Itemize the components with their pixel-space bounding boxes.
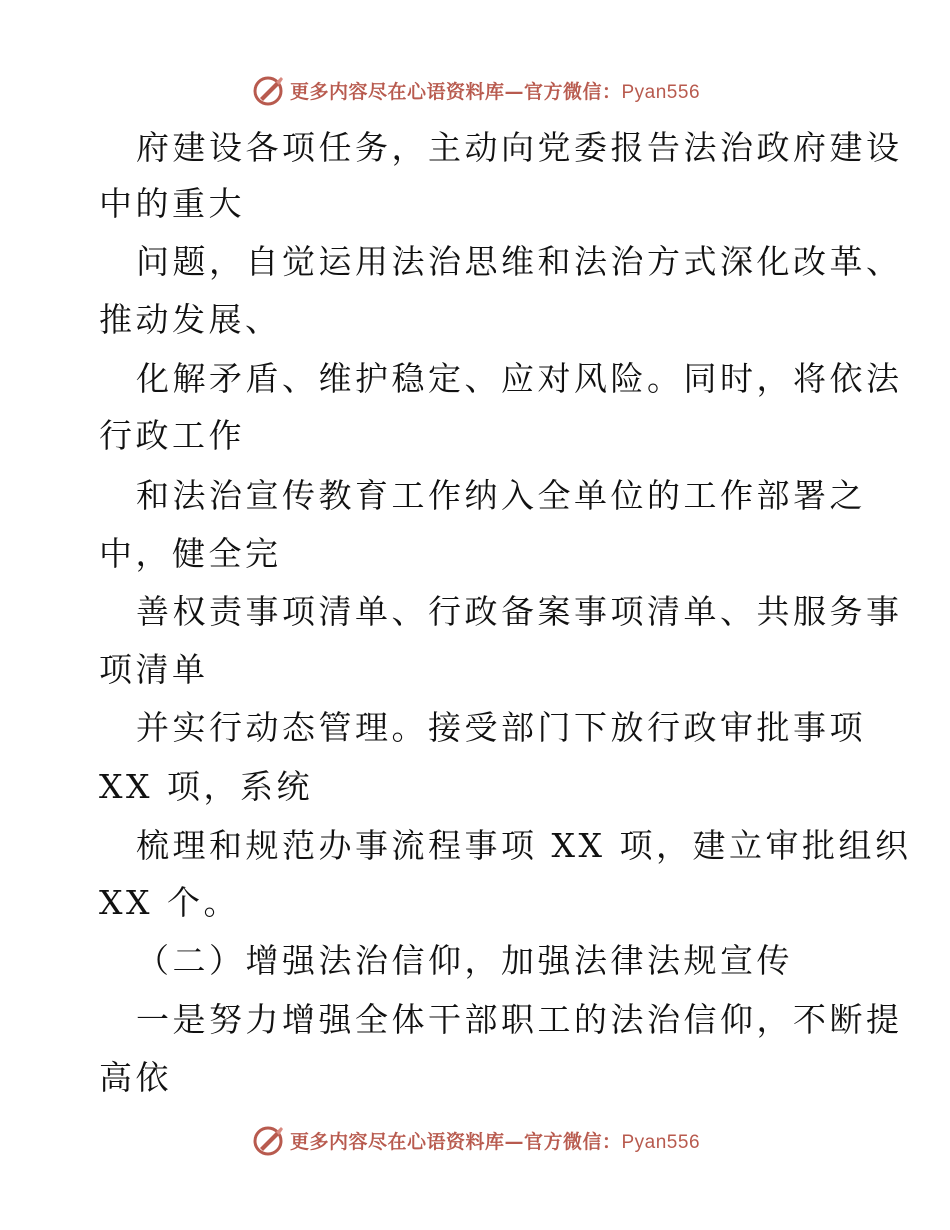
- text-line: 问题，自觉运用法治思维和法治方式深化改革、: [136, 242, 903, 281]
- text-line: XX 个。: [99, 883, 240, 922]
- text-line: XX 项，系统: [99, 767, 313, 806]
- text-line: 善权责事项清单、行政备案事项清单、共服务事: [136, 592, 903, 631]
- wechat-id: Pyan556: [621, 1131, 701, 1153]
- pen-circle-logo-icon: [250, 1122, 286, 1158]
- text-line: 府建设各项任务，主动向党委报告法治政府建设: [136, 128, 903, 167]
- banner-text: [290, 1127, 700, 1154]
- text-line: 并实行动态管理。接受部门下放行政审批事项: [136, 708, 866, 747]
- text-line: 高依: [99, 1058, 172, 1097]
- footer-banner: [0, 1120, 950, 1160]
- banner-caption: 更多内容尽在心语资料库—官方微信：: [289, 80, 622, 103]
- text-line: 中，健全完: [99, 534, 282, 573]
- text-line: 梳理和规范办事流程事项 XX 项，建立审批组织: [136, 826, 912, 865]
- text-line: 行政工作: [99, 416, 245, 455]
- text-line: 推动发展、: [99, 300, 282, 339]
- banner-caption: 更多内容尽在心语资料库—官方微信：: [289, 1130, 622, 1153]
- pen-circle-logo-icon: [250, 72, 286, 108]
- banner-text: [290, 77, 700, 104]
- header-banner: [0, 70, 950, 110]
- text-line: 一是努力增强全体干部职工的法治信仰，不断提: [136, 1000, 903, 1039]
- text-line: 中的重大: [99, 184, 245, 223]
- text-line: 项清单: [99, 650, 209, 689]
- text-line: 化解矛盾、维护稳定、应对风险。同时，将依法: [136, 359, 903, 398]
- wechat-id: Pyan556: [621, 81, 701, 103]
- text-line: 和法治宣传教育工作纳入全单位的工作部署之: [136, 476, 866, 515]
- section-heading: （二）增强法治信仰，加强法律法规宣传: [136, 941, 793, 980]
